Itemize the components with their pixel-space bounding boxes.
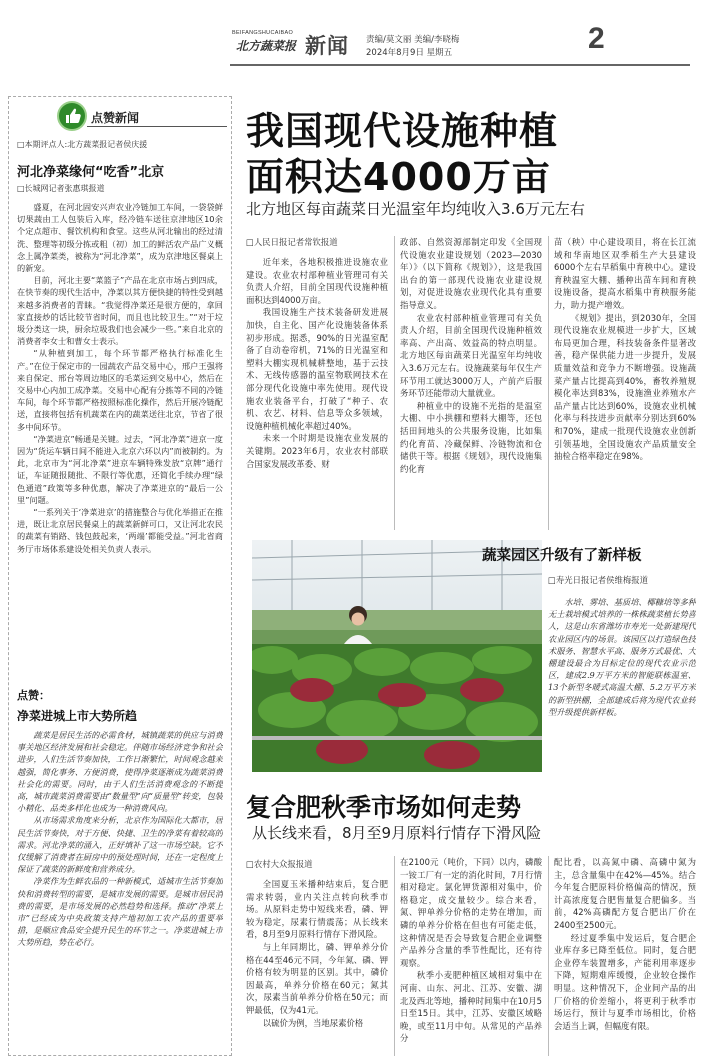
headline1-col3 [554, 236, 696, 530]
paragraph: 净菜作为生鲜农品的一种新模式，适城市生活节奏加快和消费转型的需要，是城市发展的需要。是城市居民消费的需要，是市场发展的必然趋势和选择。推动“净菜上市”已经成为中央政策支持产地初加工农产品的重要举措，是顺应食品安全提升民生的环节之一。净菜进城上市大势所趋，势在必行。 [17, 876, 223, 948]
paragraph: “净菜进京”畅通是关键。过去，“河北净菜”进京一度因为“货运车辆日间不能进入北京六环以内”而被制约。为此，北京市为“河北净菜”进京车辆特殊发放“京牌”通行证，车证随报随批、不限行等优惠，还简化手续办理“绿色通道”政策等多种优惠，解决了净菜进京的“最后一公里”问题。 [17, 433, 223, 505]
paragraph: 《规划》提出，到2030年，全国现代设施农业规模进一步扩大，区域布局更加合理，科技装备条件显著改善，稳产保供能力进一步提升，发展质量效益和竞争力不断增强。设施蔬菜产量占比提高到40%，畜牧养殖规模化率达到83%，设施渔业养殖水产品产量占比达到60%，设施农业机械化率与科技进步贡献率分别达到60%和70%，建成一批现代设施农业创新引领基地，全国设施农产品质量安全抽检合格率稳定在98%。 [554, 312, 696, 462]
paragraph: 盛夏，在河北固安兴声农业冷链加工车间，一袋袋鲜切果蔬由工人包装后入库，经冷链车送往京津地区10余个定点超市、餐饮机构和食堂。这些从河北输出的经过清洗、整理等初级分拣或粗（初）加工的鲜活农产品广义概念上属净菜类，被称为“河北净菜”，成为京津地区餐桌上的新宠。 [17, 202, 223, 274]
paragraph: 秋季小麦肥种植区域相对集中在河南、山东、河北、江苏、安徽、湖北及西北等地，播种时间集中在10月5日至15日。其中，江苏、安徽区域略晚，或至11月中旬。从常见的产品养分 [400, 970, 542, 1044]
logo-pinyin: BEIFANGSHUCAIBAO [232, 30, 294, 36]
paragraph: 苗（秧）中心建设项目，将在长江流域和华南地区双季稻生产大县建设6000个左右早稻集中育秧中心。建设育秧温室大棚、播种出苗车间和育秧设施设备，提高水稻集中育秧服务能力，助力提产增效。 [554, 237, 696, 310]
paragraph: 目前，河北主要“菜篮子”产品在北京市场占到四成，在快节奏的现代生活中，净菜以其方便快捷的特性受到越来越多消费者的青睐。“我觉得净菜还是很方便的，拿回家直接炒的话比较节省时间，而且也比较卫生。”“对于垃圾分类这一块，厨余垃圾我们也会减少一些。”来自北京的消费者李女士和曹女士表示。 [17, 275, 223, 347]
paragraph: 我国设施生产技术装备研发进展加快，自主化、国产化设施装备体系初步形成。据悉，90%的日光温室配备了自动卷帘机，71%的日光温室和塑料大棚实现机械耕整地，基于云技术、无线传感器的温室物联网技术在部分现代化设施中率先使用。现代设施农业装备平台，打破了“种子、农机、农艺、材料、信息等众多领域，设施种植机械化率超过40%。 [246, 307, 388, 431]
host-line: □本期评点人:北方蔬菜报记者侯庆援 [17, 140, 148, 149]
newspaper-logo: 北方蔬菜报 [236, 39, 297, 53]
headline2-col3 [554, 856, 696, 1058]
column-divider [548, 236, 549, 530]
photo-article-byline: □寿光日报记者侯维梅报道 [548, 575, 649, 585]
column-title-underline [87, 126, 227, 127]
headline1-col1 [246, 256, 388, 488]
headline1-title-line1: 我国现代设施种植 [246, 109, 559, 153]
headline2-col2 [400, 856, 542, 1058]
headline1-col2 [400, 236, 542, 530]
headline1-title-line2: 面积达4000万亩 [246, 155, 551, 199]
column-divider [394, 856, 395, 1056]
paragraph: 在2100元（吨价，下同）以内，磷酸一铵工厂有一定的消化时间，7月行情相对稳定。氯化钾货源相对集中，价格稳定，成交量较少。综合来看，氮、钾单养分价格的走势在增加，而磷的单养分价格在但也有可能走低，这种情况是否会导致复合肥企业调整产品养分含量的季节性配比，还有待观察。 [400, 857, 542, 968]
paragraph: 种植业中的设施不光指的是温室大棚、中小拱棚和塑料大棚等，还包括田间地头的公共服务设施，比如集约化育苗、冷藏保鲜、冷链物流和仓储供干等。根据《规划》，现代设施集约化育 [400, 400, 542, 474]
masthead-rule [230, 64, 690, 66]
page-number: 2 [588, 22, 605, 55]
headline1-byline: □人民日报记者常钦报道 [246, 237, 338, 247]
masthead [0, 0, 708, 70]
paragraph: 农业农村部种植业管理司有关负责人介绍，目前全国现代设施种植效率高、产出高、效益高的特点明显。北方地区每亩蔬菜日光温室年均纯收入3.6万元左右。设施蔬菜每年仅生产环节用工就达3000万人，产前产后服务环节还能带动大量就业。 [400, 312, 542, 399]
column-divider [548, 856, 549, 1056]
photo-article-body: 水培、雾培、基质培、椰糠培等多种无土栽培模式培养的一株株蔬菜植长势喜人，这是山东省潍坊市寿光一处新建现代农业园区内的场景。该园区以打造绿色技术服务、智慧水平高、服务方式最优、大棚建设最合为目标定位的现代农业示范区，建成2.9万平方米的智能联栋温室、13个新型冬暖式高温大棚、5.2万平方米的新型拱棚，全部建成后将为现代农业转型升级提供新样板。 [548, 597, 696, 717]
paragraph: 配比看，以高氮中磷、高磷中氮为主，总含量集中在42%—45%。结合今年复合肥原料价格偏高的情况，预计高浓度复合肥售量复合肥偏多。当前，42%高磷配方复合肥出厂价在2400至2500元。 [554, 857, 696, 930]
paragraph: 全国夏玉米播种结束后，复合肥需求转弱，业内关注点转向秋季市场。从原料走势中短线来看，磷、钾较为稳定，尿素行情震荡；从长线来看，8月至9月原料行情存下滑风险。 [246, 879, 388, 940]
headline1-subtitle: 北方地区每亩蔬菜日光温室年均纯收入3.6万元左右 [246, 200, 585, 218]
sidebar-article-byline: □长城网记者张惠琪报道 [17, 184, 105, 193]
paragraph: “一系列关于‘净菜进京’的措施整合与优化举措正在推进，既让北京居民餐桌上的蔬菜新鲜可口，又让河北农民的蔬菜有销路、钱包鼓起来，‘两端’都能受益。”河北省商务厅市场体系建设处相关负责人表示。 [17, 507, 223, 554]
paragraph: “从种植到加工，每个环节都严格执行标准化生产。”在位于保定市的一园蔬农产品交易中心，邢户王强将来自保定、邢台等周边地区的毛菜运到交易中心，然后在交易中心内加工成净菜。交易中心配有分拣等不同的冷链车间，每个环节都严格按照标准化操作，然后开展冷链配送，直接将包括有机蔬菜在内的蔬菜送往北京，节省了很多中间环节。 [17, 348, 223, 432]
headline2-col1 [246, 878, 388, 1058]
sidebar [8, 96, 232, 1056]
paragraph: 政部、自然资源部制定印发《全国现代设施农业建设规划（2023—2030年）》（以下简称《规划》），这是我国出台的第一部现代设施农业建设规划，对促进设施农业现代化具有重要指导意义。 [400, 237, 542, 310]
thumbs-up-icon [57, 101, 87, 131]
paragraph: 以硫价为例，当地尿素价格 [262, 1017, 364, 1028]
issue-date: 2024年8月9日 星期五 [366, 48, 453, 58]
column-title: 点赞新闻 [91, 111, 140, 125]
editor-credit: 责编/莫文丽 美编/李晓梅 [366, 35, 460, 45]
comment-body [17, 729, 223, 1051]
paragraph: 经过夏季集中发运后，复合肥企业库存多已降至低位。同时，复合肥企业停车装置增多，产能利用率逐步下降，短期难库缓慢，企业较仓操作明显。这种情况下，企业间产品的出厂价格的价差缩小，将更利于秋季市场运行，预计与夏季市场相比，价格会适当上调，但幅度有限。 [554, 932, 696, 1031]
headline2-byline: □农村大众报报道 [246, 859, 313, 869]
column-divider [394, 236, 395, 530]
paragraph: 与上年同期比，磷、钾单养分价格在44至46元不同，今年氮、磷、钾价格有较为明显的区别。其中，磷价因最高，单养分价格在60元；氮其次，尿素当前单养分价格在50元；而钾最低，仅为41元。 [246, 941, 388, 1015]
column-header [57, 101, 227, 131]
greenhouse-photo [252, 540, 542, 772]
paragraph: 蔬菜是居民生活的必需食材，城镇蔬菜的供应与消费事关地区经济发展和社会稳定。伴随市场经济竞争和社会进步，人们生活节奏加快，工作日渐繁忙，时间观念越来越强，简化事务、方便消费，使得净菜逐渐成为蔬菜消费社会化的需要。同时，由于人们生活消费观念的不断提高，城市蔬菜消费需要由“数量型”向“质量型”转变，包装小精化、品类多样化也成为一种消费风向。 [17, 730, 223, 814]
paragraph: 从市场需求角度来分析，北京作为国际化大都市，居民生活节奏快，对于方便、快捷、卫生的净菜有着较高的需求。河北净菜的涌入，正好填补了这一市场空缺。它不仅缓解了消费者在厨房中的预处理时间，还在一定程度上保证了蔬菜的新鲜度和营养成分。 [17, 815, 223, 875]
paragraph: 未来一个时期是设施农业发展的关键期。2023年6月，农业农村部联合国家发展改革委、财 [246, 433, 388, 469]
comment-label: 点赞： [17, 689, 50, 702]
section-name: 新闻 [305, 34, 349, 58]
comment-title: 净菜进城上市大势所趋 [17, 709, 138, 723]
paragraph: 近年来，各地积极推进设施农业建设。农业农村部种植业管理司有关负责人介绍，目前全国现代设施种植面积达到4000万亩。 [246, 257, 388, 305]
sidebar-article-body [17, 201, 223, 677]
photo-article-title: 蔬菜园区升级有了新样板 [482, 548, 642, 564]
sidebar-article-title: 河北净菜缘何“吃香”北京 [17, 165, 165, 180]
headline2-subtitle: 从长线来看，8月至9月原料行情存下滑风险 [252, 824, 542, 842]
headline2-title: 复合肥秋季市场如何走势 [246, 793, 522, 822]
